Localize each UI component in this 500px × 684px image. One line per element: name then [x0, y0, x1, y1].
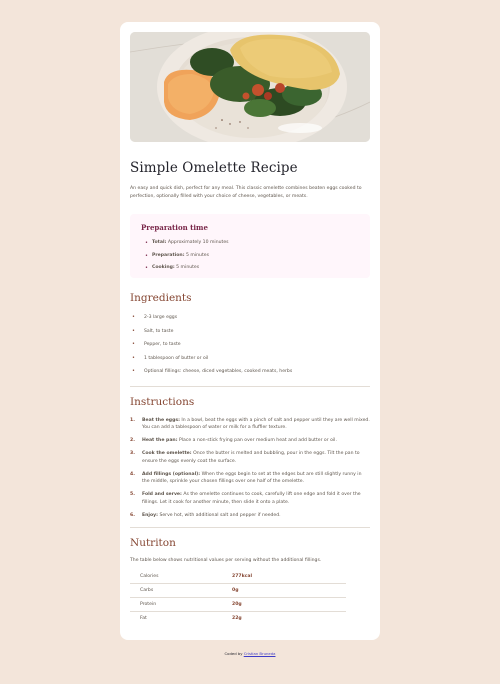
footer-prefix: Coded by [224, 651, 244, 656]
omelette-photo [130, 32, 370, 142]
preparation-list [141, 237, 359, 274]
instructions-list [130, 417, 370, 520]
nutrient-name: Calories [130, 570, 232, 584]
step-number: 3. [130, 451, 135, 457]
preparation-value: 5 minutes [174, 265, 200, 270]
ingredients-section [130, 292, 370, 387]
table-row [130, 570, 346, 584]
nutrient-value: 20g [232, 598, 346, 612]
section-divider [130, 527, 370, 528]
step-label: Enjoy: [142, 512, 158, 518]
step-number: 2. [130, 438, 135, 444]
step-label: Beat the eggs: [142, 417, 180, 423]
step-text: Once the butter is melted and bubbling, pour in the eggs. Tilt the pan to ensure the eggs evenly coat the surface. [142, 451, 360, 464]
step-number: 5. [130, 492, 135, 498]
nutrition-table [130, 570, 346, 625]
step-label: Cook the omelette: [142, 451, 192, 457]
ingredient-item: • Salt, to taste [130, 325, 370, 339]
instructions-section [130, 396, 370, 528]
preparation-item [141, 262, 359, 274]
step-text: In a bowl, beat the eggs with a pinch of salt and pepper until they are well mixed. You can add a tablespoon of water or milk for a fluffier texture. [142, 417, 370, 431]
step-label: Add fillings (optional): [142, 471, 201, 477]
step-text: Place a non-stick frying pan over medium heat and add butter or oil. [177, 438, 337, 444]
nutrition-section [130, 537, 370, 626]
instruction-step [130, 450, 370, 465]
step-text: Serve hot, with additional salt and pepper if needed. [157, 512, 281, 518]
nutrition-heading: Nutriton [130, 536, 176, 549]
ingredients-heading: Ingredients [130, 292, 192, 305]
step-number: 6. [130, 512, 135, 518]
recipe-intro: An easy and quick dish, perfect for any meal. This classic omelette combines beaten eggs cooked to perfection, optionally filled with your choice of cheese, vegetables, or meats. [130, 186, 362, 199]
nutrient-value: 0g [232, 584, 346, 598]
table-row [130, 584, 346, 598]
section-divider [130, 386, 370, 387]
instructions-heading: Instructions [130, 395, 195, 408]
step-number: 1. [130, 417, 135, 423]
recipe-card [120, 22, 380, 640]
preparation-time-box [130, 214, 370, 278]
author-link[interactable]: Cristian Bruneda [243, 651, 276, 656]
step-text: When the eggs begin to set at the edges but are still slightly runny in the middle, sprinkle your chosen fillings over one half of the omelette. [142, 471, 362, 485]
nutrient-name: Protein [130, 598, 232, 612]
page-footer [0, 651, 500, 656]
ingredient-item: • 2-3 large eggs [130, 311, 370, 325]
nutrition-description: The table below shows nutritional values per serving without the additional fillings. [130, 557, 322, 563]
preparation-value: 5 minutes [184, 252, 209, 258]
instruction-step [130, 437, 370, 445]
ingredient-item: • Pepper, to taste [130, 338, 370, 352]
ingredient-item: • Optional fillings: cheese, diced vegetables, cooked meats, herbs [130, 365, 370, 379]
preparation-label: Preparation: [152, 252, 185, 258]
nutrient-value: 22g [232, 616, 242, 622]
table-row [130, 612, 346, 626]
instruction-step [130, 417, 370, 432]
table-row [130, 598, 346, 612]
step-label: Heat the pan: [142, 438, 178, 444]
nutrient-value: 277kcal [232, 570, 346, 584]
step-number: 4. [130, 471, 135, 477]
step-text: As the omelette continues to cook, carefully lift one edge and fold it over the fillings. Let it cook for another minute, then slide it onto a plate. [142, 492, 361, 505]
ingredients-list [130, 311, 370, 379]
ingredient-item: • 1 tablespoon of butter or oil [130, 352, 370, 366]
preparation-label: Cooking: [152, 265, 175, 270]
recipe-title: Simple Omelette Recipe [130, 160, 298, 176]
nutrient-name: Carbs [130, 584, 232, 598]
preparation-heading: Preparation time [141, 223, 208, 233]
instruction-step [130, 491, 370, 506]
preparation-item [141, 237, 359, 249]
preparation-value: Approximately 10 minutes [166, 240, 229, 246]
preparation-label: Total: [152, 240, 167, 246]
instruction-step [130, 512, 370, 520]
preparation-item [141, 250, 359, 262]
instruction-step [130, 471, 370, 486]
step-label: Fold and serve: [142, 492, 182, 498]
nutrient-name: Fat [140, 616, 147, 622]
